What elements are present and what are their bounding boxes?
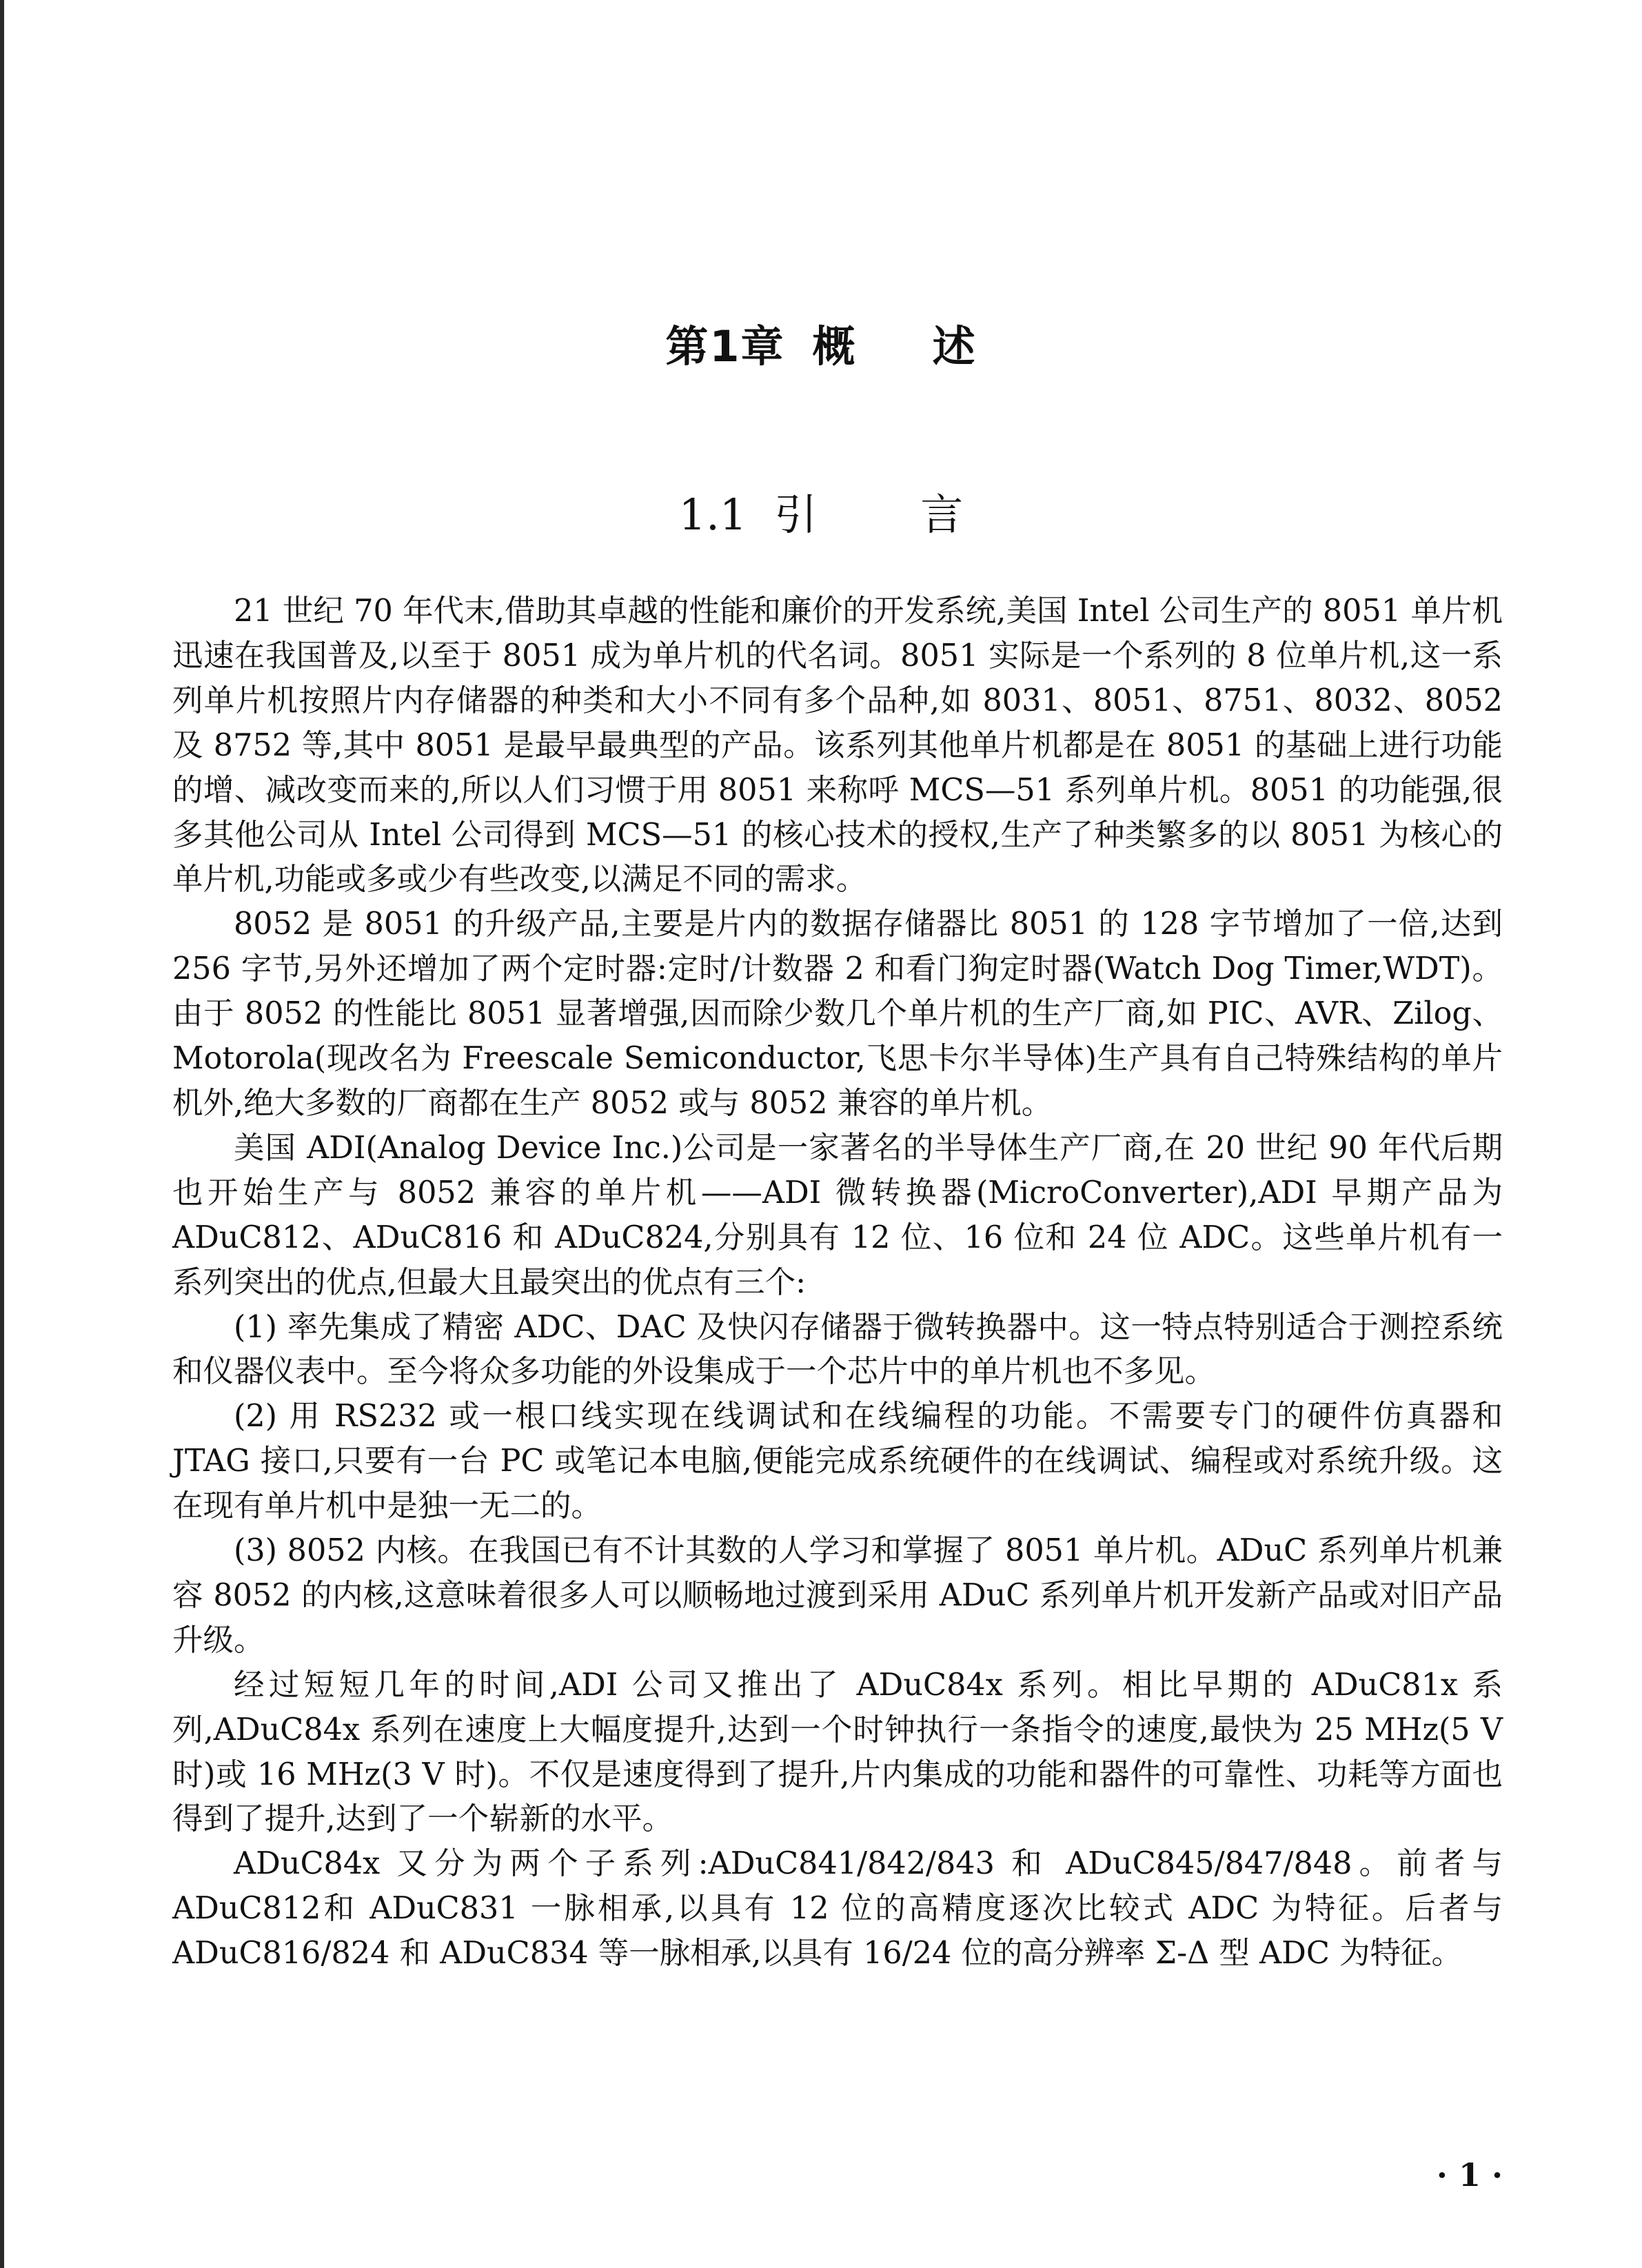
chapter-label: 第1章 <box>665 321 785 372</box>
page-number: · 1 · <box>1436 2156 1503 2194</box>
paragraph-intro-8051: 21 世纪 70 年代末,借助其卓越的性能和廉价的开发系统,美国 Intel 公司生产的 8051 单片机迅速在我国普及,以至于 8051 成为单片机的代名词。8051 实际是一个系列的 8 位单片机,这一系列单片机按照片内存储器的种类和大小不同有多个品种,如 8031、8051、8751、8032、8052 及 8752 等,其中 8051 是最早最典型的产品。该系列其他单片机都是在 8051 的基础上进行功能的增、减改变而来的,所以人们习惯于用 8051 来称呼 MCS—51 系列单片机。8051 的功能强,很多其他公司从 Intel 公司得到 MCS—51 的核心技术的授权,生产了种类繁多的以 8051 为核心的单片机,功能或多或少有些改变,以满足不同的需求。 <box>172 594 1503 898</box>
paragraph-8052: 8052 是 8051 的升级产品,主要是片内的数据存储器比 8051 的 128 字节增加了一倍,达到 256 字节,另外还增加了两个定时器:定时/计数器 2 和看门狗定时器(Watch Dog Timer,WDT)。由于 8052 的性能比 8051 显著增强,因而除少数几个单片机的生产厂商,如 PIC、AVR、Zilog、Motorola(现改名为 Freescale Semiconductor,飞思卡尔半导体)生产具有自己特殊结构的单片机外,绝大多数的厂商都在生产 8052 或与 8052 兼容的单片机。 <box>172 907 1503 1121</box>
section-number: 1.1 <box>678 489 747 540</box>
chapter-title <box>0 316 1642 378</box>
paragraph-advantage-2: (2) 用 RS232 或一根口线实现在线调试和在线编程的功能。不需要专门的硬件仿真器和 JTAG 接口,只要有一台 PC 或笔记本电脑,便能完成系统硬件的在线调试、编程或对系统升级。这在现有单片机中是独一无二的。 <box>172 1399 1503 1524</box>
section-title-char-2: 言 <box>920 489 964 540</box>
chapter-title-char-2: 述 <box>932 321 977 372</box>
paragraph-advantage-3: (3) 8052 内核。在我国已有不计其数的人学习和掌握了 8051 单片机。ADuC 系列单片机兼容 8052 的内核,这意味着很多人可以顺畅地过渡到采用 ADuC 系列单片机开发新产品或对旧产品升级。 <box>172 1533 1503 1658</box>
paragraph-subseries: ADuC84x 又分为两个子系列:ADuC841/842/843 和 ADuC845/847/848。前者与 ADuC812和 ADuC831 一脉相承,以具有 12 位的高精度逐次比较式 ADC 为特征。后者与 ADuC816/824 和 ADuC834 等一脉相承,以具有 16/24 位的高分辨率 Σ-Δ 型 ADC 为特征。 <box>172 1846 1503 1972</box>
paragraph-adi: 美国 ADI(Analog Device Inc.)公司是一家著名的半导体生产厂商,在 20 世纪 90 年代后期也开始生产与 8052 兼容的单片机——ADI 微转换器(MicroConverter),ADI 早期产品为 ADuC812、ADuC816 和 ADuC824,分别具有 12 位、16 位和 24 位 ADC。这些单片机有一系列突出的优点,但最大且最突出的优点有三个: <box>172 1130 1503 1300</box>
body-text <box>172 589 1503 1976</box>
paragraph-advantage-1: (1) 率先集成了精密 ADC、DAC 及快闪存储器于微转换器中。这一特点特别适合于测控系统和仪器仪表中。至今将众多功能的外设集成于一个芯片中的单片机也不多见。 <box>172 1309 1503 1390</box>
section-title <box>0 484 1642 546</box>
section-title-char-1: 引 <box>774 489 818 540</box>
paragraph-aduc84x: 经过短短几年的时间,ADI 公司又推出了 ADuC84x 系列。相比早期的 ADuC81x 系列,ADuC84x 系列在速度上大幅度提升,达到一个时钟执行一条指令的速度,最快为 25 MHz(5 V 时)或 16 MHz(3 V 时)。不仅是速度得到了提升,片内集成的功能和器件的可靠性、功耗等方面也得到了提升,达到了一个崭新的水平。 <box>172 1667 1503 1837</box>
chapter-title-char-1: 概 <box>812 321 857 372</box>
